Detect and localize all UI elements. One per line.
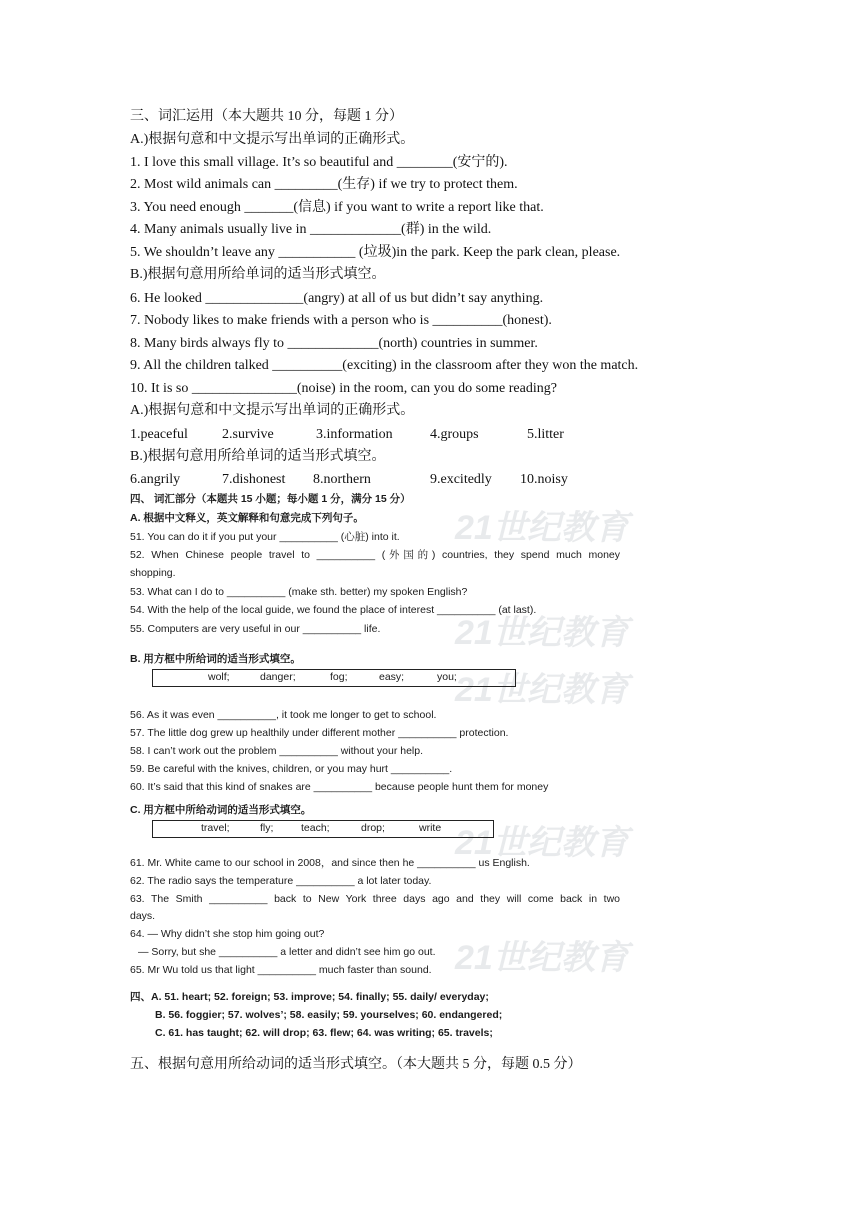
question-64: 64. — Why didn’t she stop him going out? [130,928,325,940]
word-box-item: fly; [260,822,274,834]
part4-heading: 四、 词汇部分（本题共 15 小题；每小题 1 分，满分 15 分） [130,493,411,505]
answer-9: 9.excitedly [430,472,492,487]
question-51: 51. You can do it if you put your __________ (心脏) into it. [130,531,400,543]
word-box-item: you; [437,671,457,683]
answer-4: 4.groups [430,427,479,442]
question-55: 55. Computers are very useful in our __________ life. [130,623,381,635]
word-box-item: easy; [379,671,405,683]
watermark-logo: 21世纪教育 [455,671,629,709]
question-1: 1. I love this small village. It’s so beautiful and ________(安宁的). [130,155,508,170]
question-59: 59. Be careful with the knives, children, or you may hurt __________. [130,763,453,775]
word-box-item: travel; [201,822,230,834]
watermark-logo: 21世纪教育 [455,614,629,652]
word-box-b [152,669,516,687]
answer-2: 2.survive [222,427,274,442]
question-58: 58. I can’t work out the problem __________ without your help. [130,745,424,757]
answer-8: 8.northern [313,472,371,487]
answer-a-title: A.)根据句意和中文提示写出单词的正确形式。 [130,403,415,418]
question-62: 62. The radio says the temperature __________ a lot later today. [130,875,432,887]
word-box-c [152,820,494,838]
question-63: 63. The Smith __________ back to New York three days ago and they will come back in two [130,893,620,905]
word-box-item: write [419,822,442,834]
question-56: 56. As it was even __________, it took me longer to get to school. [130,709,437,721]
answer-1: 1.peaceful [130,427,188,442]
answer-10: 10.noisy [520,472,568,487]
part4-section-c-title: C. 用方框中所给动词的适当形式填空。 [130,804,312,816]
question-52-cont: shopping. [130,567,176,579]
part5-heading: 五、根据句意用所给动词的适当形式填空。（本大题共 5 分，每题 0.5 分） [130,1057,582,1072]
question-5: 5. We shouldn’t leave any ___________ (垃圾)in the park. Keep the park clean, please. [130,245,621,260]
question-8: 8. Many birds always fly to _____________(north) countries in summer. [130,336,538,351]
part4-section-a-title: A. 根据中文释义，英文解释和句意完成下列句子。 [130,512,364,524]
answer-3: 3.information [316,427,393,442]
question-3: 3. You need enough _______(信息) if you want to write a report like that. [130,200,544,215]
question-60: 60. It’s said that this kind of snakes are __________ because people hunt them for money [130,781,549,793]
question-65: 65. Mr Wu told us that light __________ much faster than sound. [130,964,432,976]
word-box-item: danger; [260,671,296,683]
part3-section-a-title: A.)根据句意和中文提示写出单词的正确形式。 [130,132,415,147]
word-box-item: fog; [330,671,348,683]
question-2: 2. Most wild animals can _________(生存) if we try to protect them. [130,177,518,192]
question-10: 10. It is so _______________(noise) in the room, can you do some reading? [130,381,557,396]
answer-b-title: B.)根据句意用所给单词的适当形式填空。 [130,449,386,464]
answer-key-a: 四、A. 51. heart; 52. foreign; 53. improve; 54. finally; 55. daily/ everyday; [130,991,489,1003]
watermark-logo: 21世纪教育 [455,824,629,862]
question-57: 57. The little dog grew up healthily under different mother __________ protection. [130,727,509,739]
question-63-cont: days. [130,910,156,922]
question-7: 7. Nobody likes to make friends with a person who is __________(honest). [130,313,552,328]
question-53: 53. What can I do to __________ (make sth. better) my spoken English? [130,586,468,598]
answer-7: 7.dishonest [222,472,286,487]
question-4: 4. Many animals usually live in _____________(群) in the wild. [130,222,492,237]
answer-key-c: C. 61. has taught; 62. will drop; 63. flew; 64. was writing; 65. travels; [155,1027,493,1039]
answer-5: 5.litter [527,427,564,442]
question-9: 9. All the children talked __________(exciting) in the classroom after they won the match. [130,358,639,373]
part3-heading: 三、词汇运用（本大题共 10 分，每题 1 分） [130,109,403,124]
word-box-item: teach; [301,822,330,834]
question-54: 54. With the help of the local guide, we found the place of interest __________ (at last). [130,604,537,616]
part3-section-b-title: B.)根据句意用所给单词的适当形式填空。 [130,267,386,282]
question-6: 6. He looked ______________(angry) at all of us but didn’t say anything. [130,291,544,306]
answer-6: 6.angrily [130,472,181,487]
word-box-item: wolf; [208,671,230,683]
question-64-reply: — Sorry, but she __________ a letter and didn’t see him go out. [138,946,436,958]
word-box-item: drop; [361,822,385,834]
answer-key-b: B. 56. foggier; 57. wolves’; 58. easily; 59. yourselves; 60. endangered; [155,1009,503,1021]
watermark-logo: 21世纪教育 [455,509,629,547]
question-61: 61. Mr. White came to our school in 2008，and since then he __________ us English. [130,857,530,869]
question-52: 52. When Chinese people travel to __________ (外国的) countries, they spend much money [130,549,620,561]
part4-section-b-title: B. 用方框中所给词的适当形式填空。 [130,653,301,665]
watermark-logo: 21世纪教育 [455,939,629,977]
